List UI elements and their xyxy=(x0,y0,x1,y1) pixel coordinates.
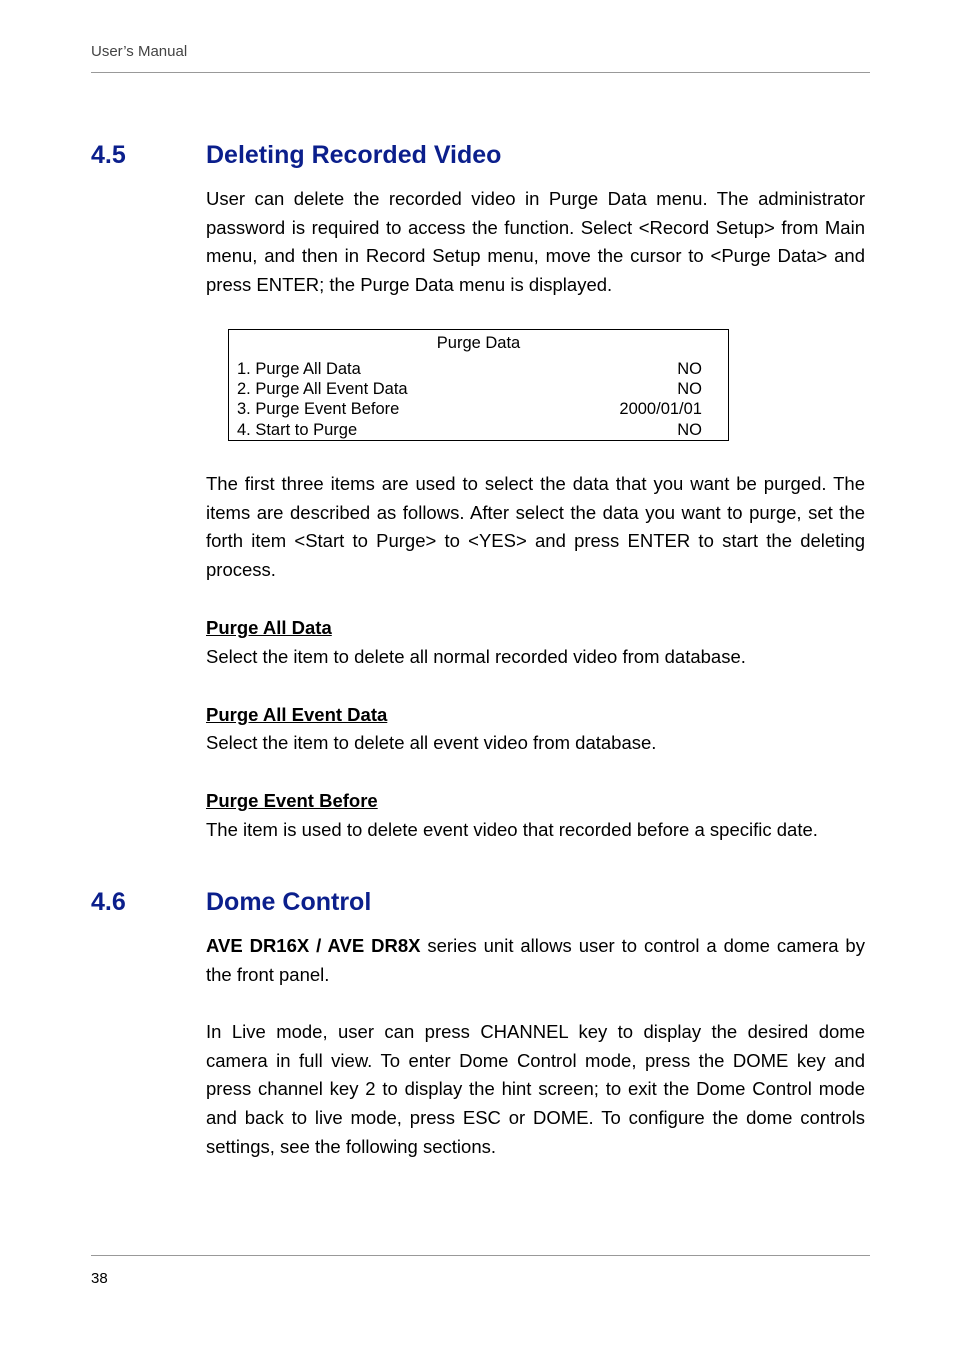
header-rule xyxy=(91,72,870,73)
menu-title: Purge Data xyxy=(436,334,521,352)
menu-item-label: 3. Purge Event Before xyxy=(237,400,400,418)
section-number: 4.5 xyxy=(91,141,126,169)
section-heading-4-6 xyxy=(91,888,371,917)
dome-intro-text: series unit allows user to control a dome camera by the front panel. xyxy=(206,935,865,985)
menu-item-value: NO xyxy=(677,421,702,439)
dome-intro-paragraph xyxy=(206,932,865,989)
section-number: 4.6 xyxy=(91,888,126,916)
subsection-text: Select the item to delete all event video from database. xyxy=(206,732,657,753)
footer-rule xyxy=(91,1255,870,1256)
dome-mode-paragraph: In Live mode, user can press CHANNEL key to display the desired dome camera in full view. To enter Dome Control mode, press the DOME key and press channel key 2 to display the hint screen; to exit the Dome Control mode and back to live mode, press ESC or DOME. To configure the dome controls settings, see the following sections. xyxy=(206,1021,865,1157)
menu-item-label: 1. Purge All Data xyxy=(237,360,361,378)
running-header: User’s Manual xyxy=(91,43,188,60)
section-intro-paragraph: User can delete the recorded video in Purge Data menu. The administrator password is required to access the function. Select <Record Setup> from Main menu, and then in Record Setup menu, move the cursor to <Purge Data> and press ENTER; the Purge Data menu is displayed. xyxy=(206,188,865,296)
model-names: AVE DR16X / AVE DR8X xyxy=(206,935,421,956)
subheading-purge-event-before: Purge Event Before xyxy=(206,790,378,811)
menu-item-label: 4. Start to Purge xyxy=(237,421,358,439)
menu-item-value: NO xyxy=(677,380,702,398)
menu-row xyxy=(237,421,702,441)
purge-data-menu xyxy=(228,329,729,441)
after-menu-paragraph: The first three items are used to select the data that you want be purged. The items are described as follows. After select the data you want to purge, set the forth item <Start to Purge> to <YES> and press ENTER to start the deleting process. xyxy=(206,473,865,581)
menu-row xyxy=(237,400,702,420)
menu-row xyxy=(237,360,702,380)
section-title: Dome Control xyxy=(206,888,372,916)
menu-item-value: 2000/01/01 xyxy=(619,400,702,418)
section-heading-4-5 xyxy=(91,141,501,170)
page-number: 38 xyxy=(91,1270,108,1287)
menu-row xyxy=(237,380,702,400)
menu-item-value: NO xyxy=(677,360,702,378)
subheading-purge-all-event-data: Purge All Event Data xyxy=(206,704,388,725)
subheading-purge-all-data: Purge All Data xyxy=(206,617,332,638)
subsection-text: Select the item to delete all normal recorded video from database. xyxy=(206,646,746,667)
menu-item-label: 2. Purge All Event Data xyxy=(237,380,408,398)
section-title: Deleting Recorded Video xyxy=(206,141,502,169)
subsection-text: The item is used to delete event video that recorded before a specific date. xyxy=(206,819,818,840)
